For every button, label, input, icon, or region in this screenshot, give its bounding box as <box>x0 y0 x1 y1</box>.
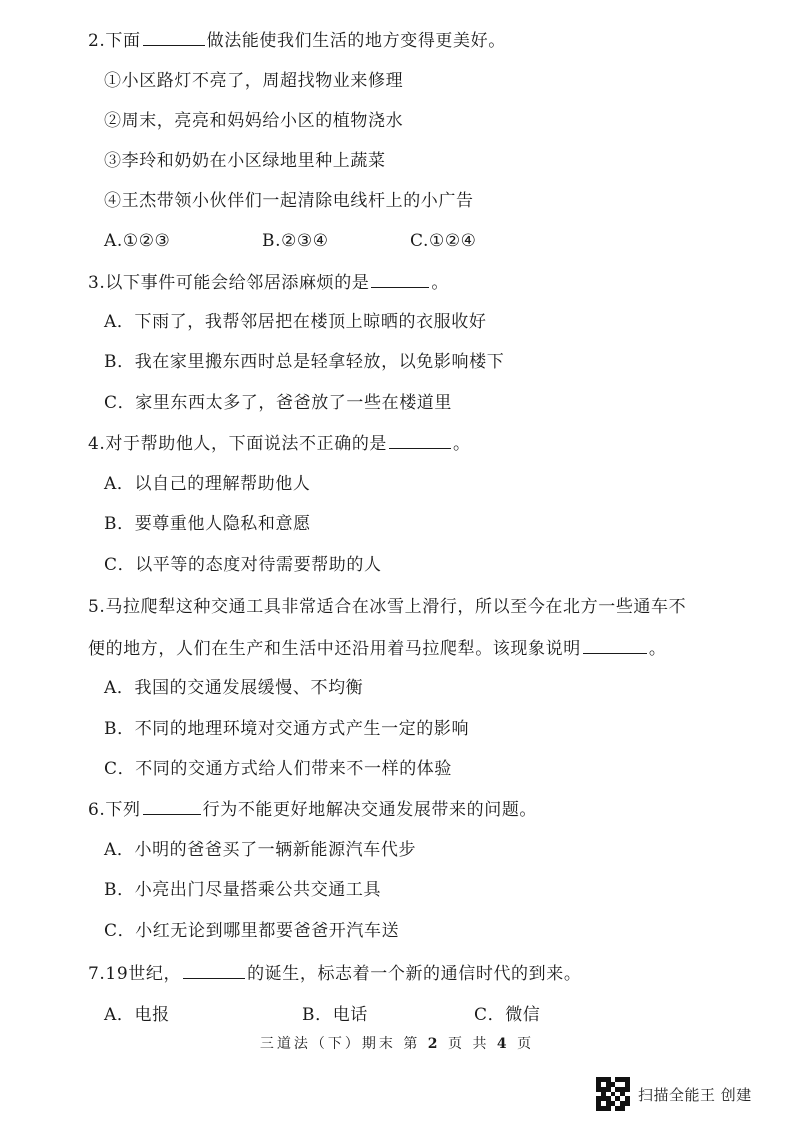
question-3-option-a: A．下雨了，我帮邻居把在楼顶上晾晒的衣服收好 <box>104 312 487 332</box>
scanner-watermark <box>596 1077 752 1111</box>
answer-blank <box>371 271 429 288</box>
question-7-option-c: C．微信 <box>474 1005 541 1025</box>
question-4-stem-end: 。 <box>453 434 471 454</box>
question-5-stem-line-1: 5.马拉爬犁这种交通工具非常适合在冰雪上滑行，所以至今在北方一些通车不 <box>88 597 687 617</box>
question-6-option-c: C．小红无论到哪里都要爸爸开汽车送 <box>104 921 400 941</box>
answer-blank <box>143 798 201 815</box>
question-6-stem <box>88 798 537 821</box>
question-3-stem-end: 。 <box>431 273 450 293</box>
footer-page-number: 2 <box>427 1036 441 1052</box>
watermark-text: 扫描全能王 创建 <box>638 1085 752 1104</box>
answer-blank <box>389 432 451 449</box>
question-5-stem-line-2 <box>88 637 666 660</box>
question-2-stem <box>88 29 506 52</box>
question-2-statement-4: ④王杰带领小伙伴们一起清除电线杆上的小广告 <box>104 191 474 211</box>
question-3-option-c: C．家里东西太多了，爸爸放了一些在楼道里 <box>104 393 453 413</box>
footer-total-pages: 4 <box>496 1036 510 1052</box>
answer-blank <box>143 29 205 46</box>
question-4-option-a: A．以自己的理解帮助他人 <box>104 474 311 494</box>
question-6-stem-end: 行为不能更好地解决交通发展带来的问题。 <box>202 800 538 820</box>
answer-blank <box>583 637 647 654</box>
question-7-option-b: B．电话 <box>302 1005 368 1025</box>
question-4-stem <box>88 432 471 455</box>
question-2-statement-1: ①小区路灯不亮了，周超找物业来修理 <box>104 71 404 91</box>
question-7-stem-end: 的诞生，标志着一个新的通信时代的到来。 <box>247 964 582 984</box>
question-4-option-b: B．要尊重他人隐私和意愿 <box>104 514 311 534</box>
question-5-stem-start: 便的地方，人们在生产和生活中还沿用着马拉爬犁。该现象说明 <box>88 639 581 659</box>
question-6-option-a: A．小明的爸爸买了一辆新能源汽车代步 <box>104 840 417 860</box>
question-2-stem-end: 做法能使我们生活的地方变得更美好。 <box>206 31 506 51</box>
footer-suffix: 页 <box>517 1036 535 1052</box>
answer-blank <box>183 962 245 979</box>
question-3-option-b: B．我在家里搬东西时总是轻拿轻放，以免影响楼下 <box>104 352 505 372</box>
question-2-option-b: B.②③④ <box>262 231 329 251</box>
question-4-option-c: C．以平等的态度对待需要帮助的人 <box>104 555 382 575</box>
question-2-statement-2: ②周末，亮亮和妈妈给小区的植物浇水 <box>104 111 404 131</box>
question-6-option-b: B．小亮出门尽量搭乘公共交通工具 <box>104 880 382 900</box>
question-2-option-a: A.①②③ <box>104 231 171 251</box>
question-7-stem <box>88 962 581 985</box>
footer-mid: 页 共 <box>448 1036 490 1052</box>
footer-prefix: 三道法（下）期末 第 <box>259 1036 421 1052</box>
question-4-stem-start: 4.对于帮助他人，下面说法不正确的是 <box>88 434 388 454</box>
question-5-option-a: A．我国的交通发展缓慢、不均衡 <box>104 678 364 698</box>
question-5-option-b: B．不同的地理环境对交通方式产生一定的影响 <box>104 719 470 739</box>
question-3-stem-start: 3.以下事件可能会给邻居添麻烦的是 <box>88 273 370 293</box>
question-2-statement-3: ③李玲和奶奶在小区绿地里种上蔬菜 <box>104 151 386 171</box>
question-2-stem-start: 2.下面 <box>88 31 141 51</box>
question-3-stem <box>88 271 449 294</box>
question-5-option-c: C．不同的交通方式给人们带来不一样的体验 <box>104 759 453 779</box>
question-7-option-a: A．电报 <box>104 1005 170 1025</box>
qr-code-icon <box>596 1077 630 1111</box>
question-2-option-c: C.①②④ <box>410 231 477 251</box>
page-footer <box>0 1033 794 1053</box>
question-6-stem-start: 6.下列 <box>88 800 141 820</box>
question-7-stem-start: 7.19世纪， <box>88 964 182 984</box>
question-5-stem-end: 。 <box>648 639 667 659</box>
